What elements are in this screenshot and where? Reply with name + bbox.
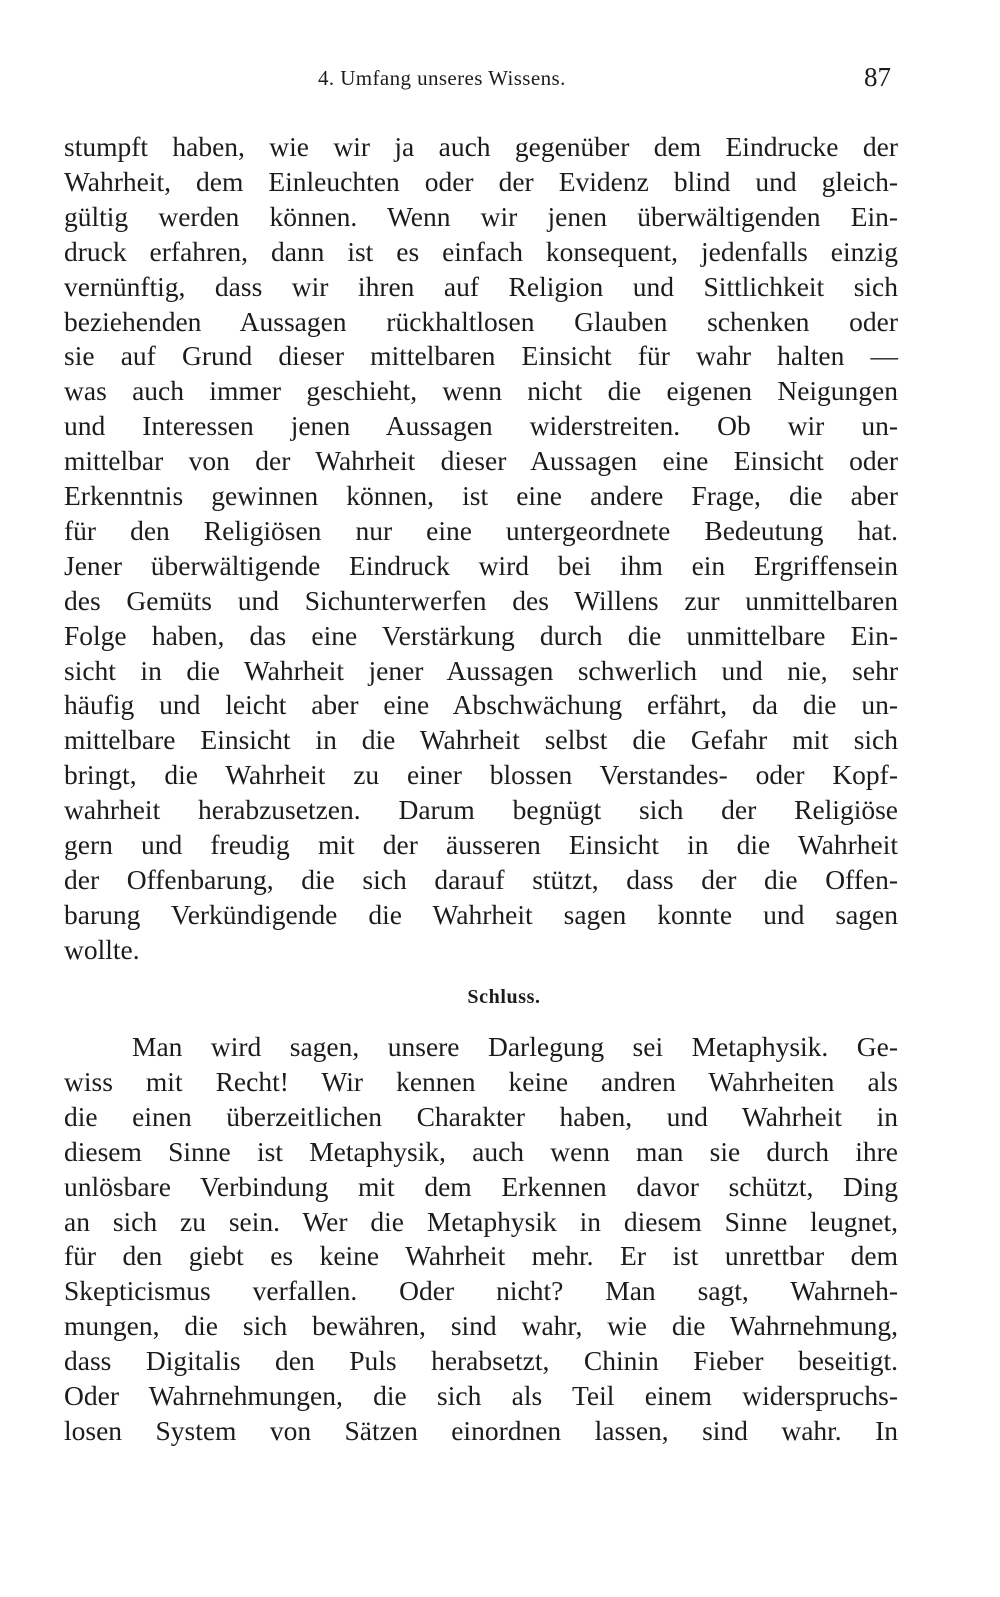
text-line: die einen überzeitlichen Charakter haben, und Wahrheit in: [64, 1100, 898, 1132]
text-line: Man wird sagen, unsere Darlegung sei Metaphysik. Ge-: [132, 1031, 898, 1062]
text-line: für den giebt es keine Wahrheit mehr. Er ist unrettbar dem: [64, 1240, 898, 1272]
text-line: vernünftig, dass wir ihren auf Religion und Sittlichkeit sich: [64, 270, 898, 302]
text-line: gern und freudig mit der äusseren Einsicht in die Wahrheit: [64, 829, 898, 860]
text-line: und Interessen jenen Aussagen widerstreiten. Ob wir un-: [64, 410, 898, 442]
text-line: mungen, die sich bewähren, sind wahr, wie die Wahrnehmung,: [64, 1310, 898, 1342]
text-line: Skepticismus verfallen. Oder nicht? Man sagt, Wahrneh-: [64, 1275, 898, 1307]
text-line: wollte.: [64, 933, 140, 965]
section-heading: [0, 986, 1000, 1009]
text-line: wahrheit herabzusetzen. Darum begnügt sich der Religiöse: [64, 794, 898, 826]
text-line: bringt, die Wahrheit zu einer blossen Verstandes- oder Kopf-: [64, 759, 898, 791]
running-head: [0, 62, 1000, 96]
text-line: des Gemüts und Sichunterwerfen des Willens zur unmittelbaren: [64, 584, 898, 616]
text-line: mittelbare Einsicht in die Wahrheit selbst die Gefahr mit sich: [64, 724, 898, 756]
text-line: gültig werden können. Wenn wir jenen überwältigenden Ein-: [64, 200, 898, 232]
text-line: beziehenden Aussagen rückhaltlosen Glauben schenken oder: [64, 305, 898, 337]
text-line: unlösbare Verbindung mit dem Erkennen davor schützt, Ding: [64, 1170, 898, 1202]
text-line: Folge haben, das eine Verstärkung durch die unmittelbare Ein-: [64, 619, 898, 651]
text-line: diesem Sinne ist Metaphysik, auch wenn man sie durch ihre: [64, 1135, 898, 1167]
text-line: stumpft haben, wie wir ja auch gegenüber dem Eindrucke der: [64, 131, 898, 162]
text-line: Wahrheit, dem Einleuchten oder der Evidenz blind und gleich-: [64, 165, 898, 197]
running-title: 4. Umfang unseres Wissens.: [318, 66, 566, 90]
text-line: druck erfahren, dann ist es einfach konsequent, jedenfalls einzig: [64, 235, 898, 267]
text-line: sie auf Grund dieser mittelbaren Einsicht für wahr halten —: [64, 340, 898, 372]
text-line: barung Verkündigende die Wahrheit sagen konnte und sagen: [64, 898, 898, 930]
page-number: 87: [864, 62, 891, 92]
text-line: der Offenbarung, die sich darauf stützt, dass der die Offen-: [64, 863, 898, 895]
text-line: wiss mit Recht! Wir kennen keine andren Wahrheiten als: [64, 1065, 898, 1097]
text-line: sicht in die Wahrheit jener Aussagen schwerlich und nie, sehr: [64, 654, 898, 686]
text-line: an sich zu sein. Wer die Metaphysik in diesem Sinne leugnet,: [64, 1205, 898, 1237]
text-line: Erkenntnis gewinnen können, ist eine andere Frage, die aber: [64, 480, 898, 511]
section-heading-text: Schluss.: [467, 986, 541, 1008]
text-line: dass Digitalis den Puls herabsetzt, Chinin Fieber beseitigt.: [64, 1345, 898, 1377]
text-line: was auch immer geschieht, wenn nicht die eigenen Neigungen: [64, 375, 898, 407]
text-line: Oder Wahrnehmungen, die sich als Teil einem widerspruchs-: [64, 1380, 898, 1411]
text-line: losen System von Sätzen einordnen lassen, sind wahr. In: [64, 1414, 898, 1446]
text-line: Jener überwältigende Eindruck wird bei ihm ein Ergriffensein: [64, 549, 898, 581]
text-line: mittelbar von der Wahrheit dieser Aussagen eine Einsicht oder: [64, 445, 898, 477]
text-line: für den Religiösen nur eine untergeordnete Bedeutung hat.: [64, 514, 898, 546]
text-line: häufig und leicht aber eine Abschwächung erfährt, da die un-: [64, 689, 898, 721]
